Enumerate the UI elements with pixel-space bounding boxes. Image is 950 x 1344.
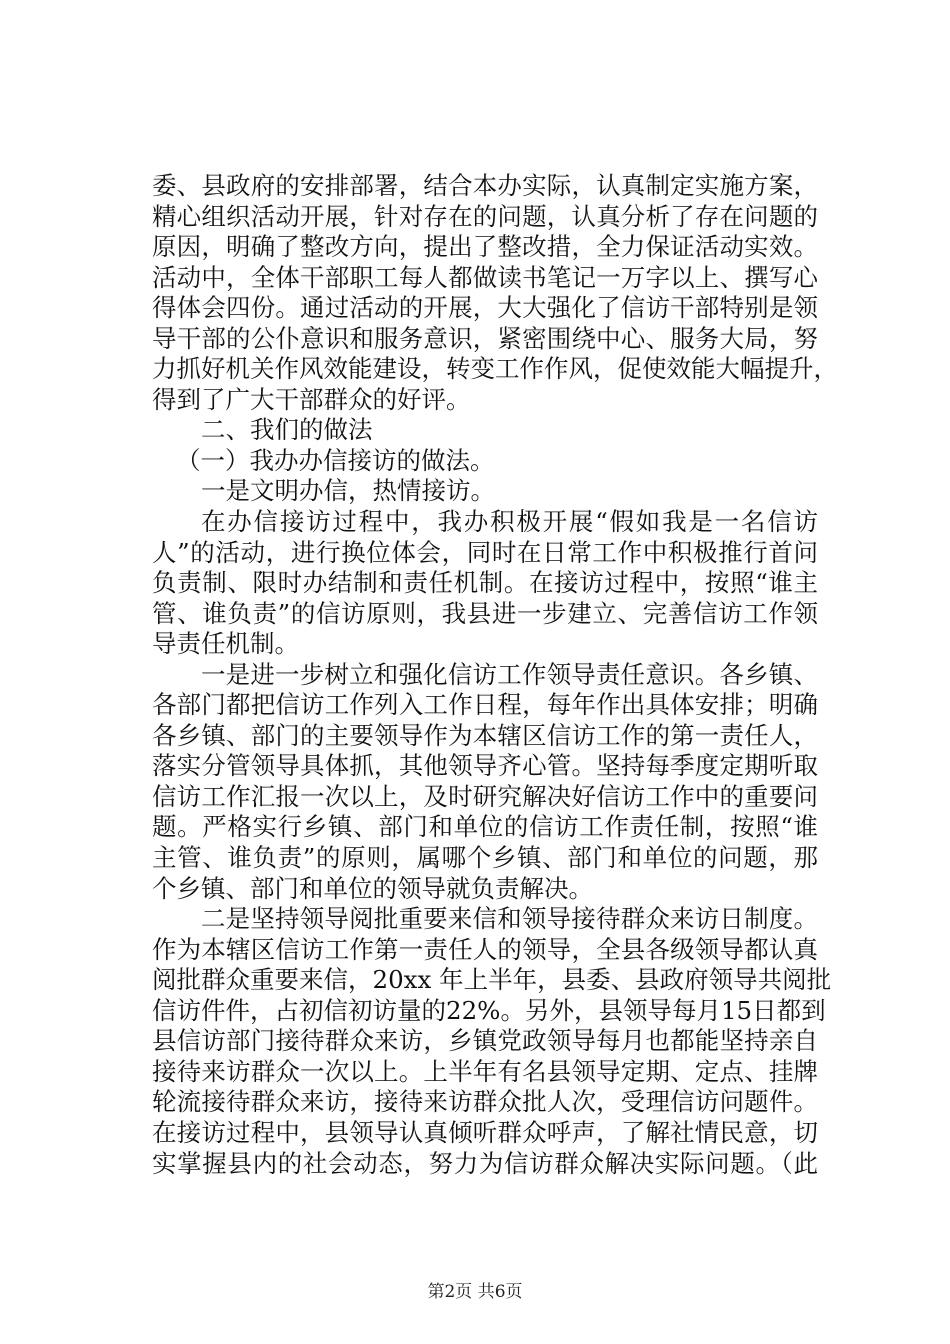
page-footer: 第2页 共6页 <box>427 1282 523 1302</box>
text-line: 在办信接访过程中，我办积极开展“假如我是一名信访 <box>201 507 818 537</box>
text-line: 得到了广大干部群众的好评。 <box>152 384 471 414</box>
text-line: 实掌握县内的社会动态，努力为信访群众解决实际问题。（此 <box>152 1148 818 1178</box>
text-line: 管、谁负责”的信访原则，我县进一步建立、完善信访工作领 <box>152 598 818 628</box>
text-line: 二、我们的做法 <box>201 415 373 445</box>
text-line: 县信访部门接待群众来访，乡镇党政领导每月也都能坚持亲自 <box>152 1026 818 1056</box>
text-line: 阅批群众重要来信，20xx 年上半年，县委、县政府领导共阅批 <box>152 965 832 995</box>
document-body <box>152 171 838 1179</box>
text-line: 各部门都把信访工作列入工作日程，每年作出具体安排；明确 <box>152 690 818 720</box>
text-line: （一）我办办信接访的做法。 <box>176 445 495 475</box>
text-line: 力抓好机关作风效能建设，转变工作作风，促使效能大幅提升， <box>152 354 838 384</box>
text-line: 接待来访群众一次以上。上半年有名县领导定期、定点、挂牌 <box>152 1056 818 1086</box>
text-line: 原因，明确了整改方向，提出了整改措，全力保证活动实效。 <box>152 232 818 262</box>
text-line: 在接访过程中，县领导认真倾听群众呼声，了解社情民意，切 <box>152 1117 818 1147</box>
text-line: 主管、谁负责”的原则，属哪个乡镇、部门和单位的问题，那 <box>152 843 818 873</box>
text-line: 一是进一步树立和强化信访工作领导责任意识。各乡镇、 <box>201 659 818 689</box>
text-line: 委、县政府的安排部署，结合本办实际，认真制定实施方案， <box>152 171 818 200</box>
text-line: 落实分管领导具体抓，其他领导齐心管。坚持每季度定期听取 <box>152 751 818 781</box>
text-line: 题。严格实行乡镇、部门和单位的信访工作责任制，按照“谁 <box>152 812 818 842</box>
text-line: 轮流接待群众来访，接待来访群众批人次，受理信访问题件。 <box>152 1087 818 1117</box>
text-line: 负责制、限时办结制和责任机制。在接访过程中，按照“谁主 <box>152 568 818 598</box>
text-line: 导干部的公仆意识和服务意识，紧密围绕中心、服务大局，努 <box>152 323 818 353</box>
text-line: 导责任机制。 <box>152 629 299 659</box>
text-line: 信访件件，占初信初访量的22%。另外，县领导每月15日都到 <box>152 995 826 1025</box>
text-line: 信访工作汇报一次以上，及时研究解决好信访工作中的重要问 <box>152 781 818 811</box>
text-line: 作为本辖区信访工作第一责任人的领导，全县各级领导都认真 <box>152 934 818 964</box>
text-line: 各乡镇、部门的主要领导作为本辖区信访工作的第一责任人， <box>152 720 818 750</box>
text-line: 得体会四份。通过活动的开展，大大强化了信访干部特别是领 <box>152 293 818 323</box>
text-line: 人”的活动，进行换位体会，同时在日常工作中积极推行首问 <box>152 537 818 567</box>
text-line: 活动中，全体干部职工每人都做读书笔记一万字以上、撰写心 <box>152 262 818 292</box>
text-line: 一是文明办信，热情接访。 <box>201 476 495 506</box>
text-line: 二是坚持领导阅批重要来信和领导接待群众来访日制度。 <box>201 904 818 934</box>
text-line: 个乡镇、部门和单位的领导就负责解决。 <box>152 873 593 903</box>
text-line: 精心组织活动开展，针对存在的问题，认真分析了存在问题的 <box>152 201 818 231</box>
